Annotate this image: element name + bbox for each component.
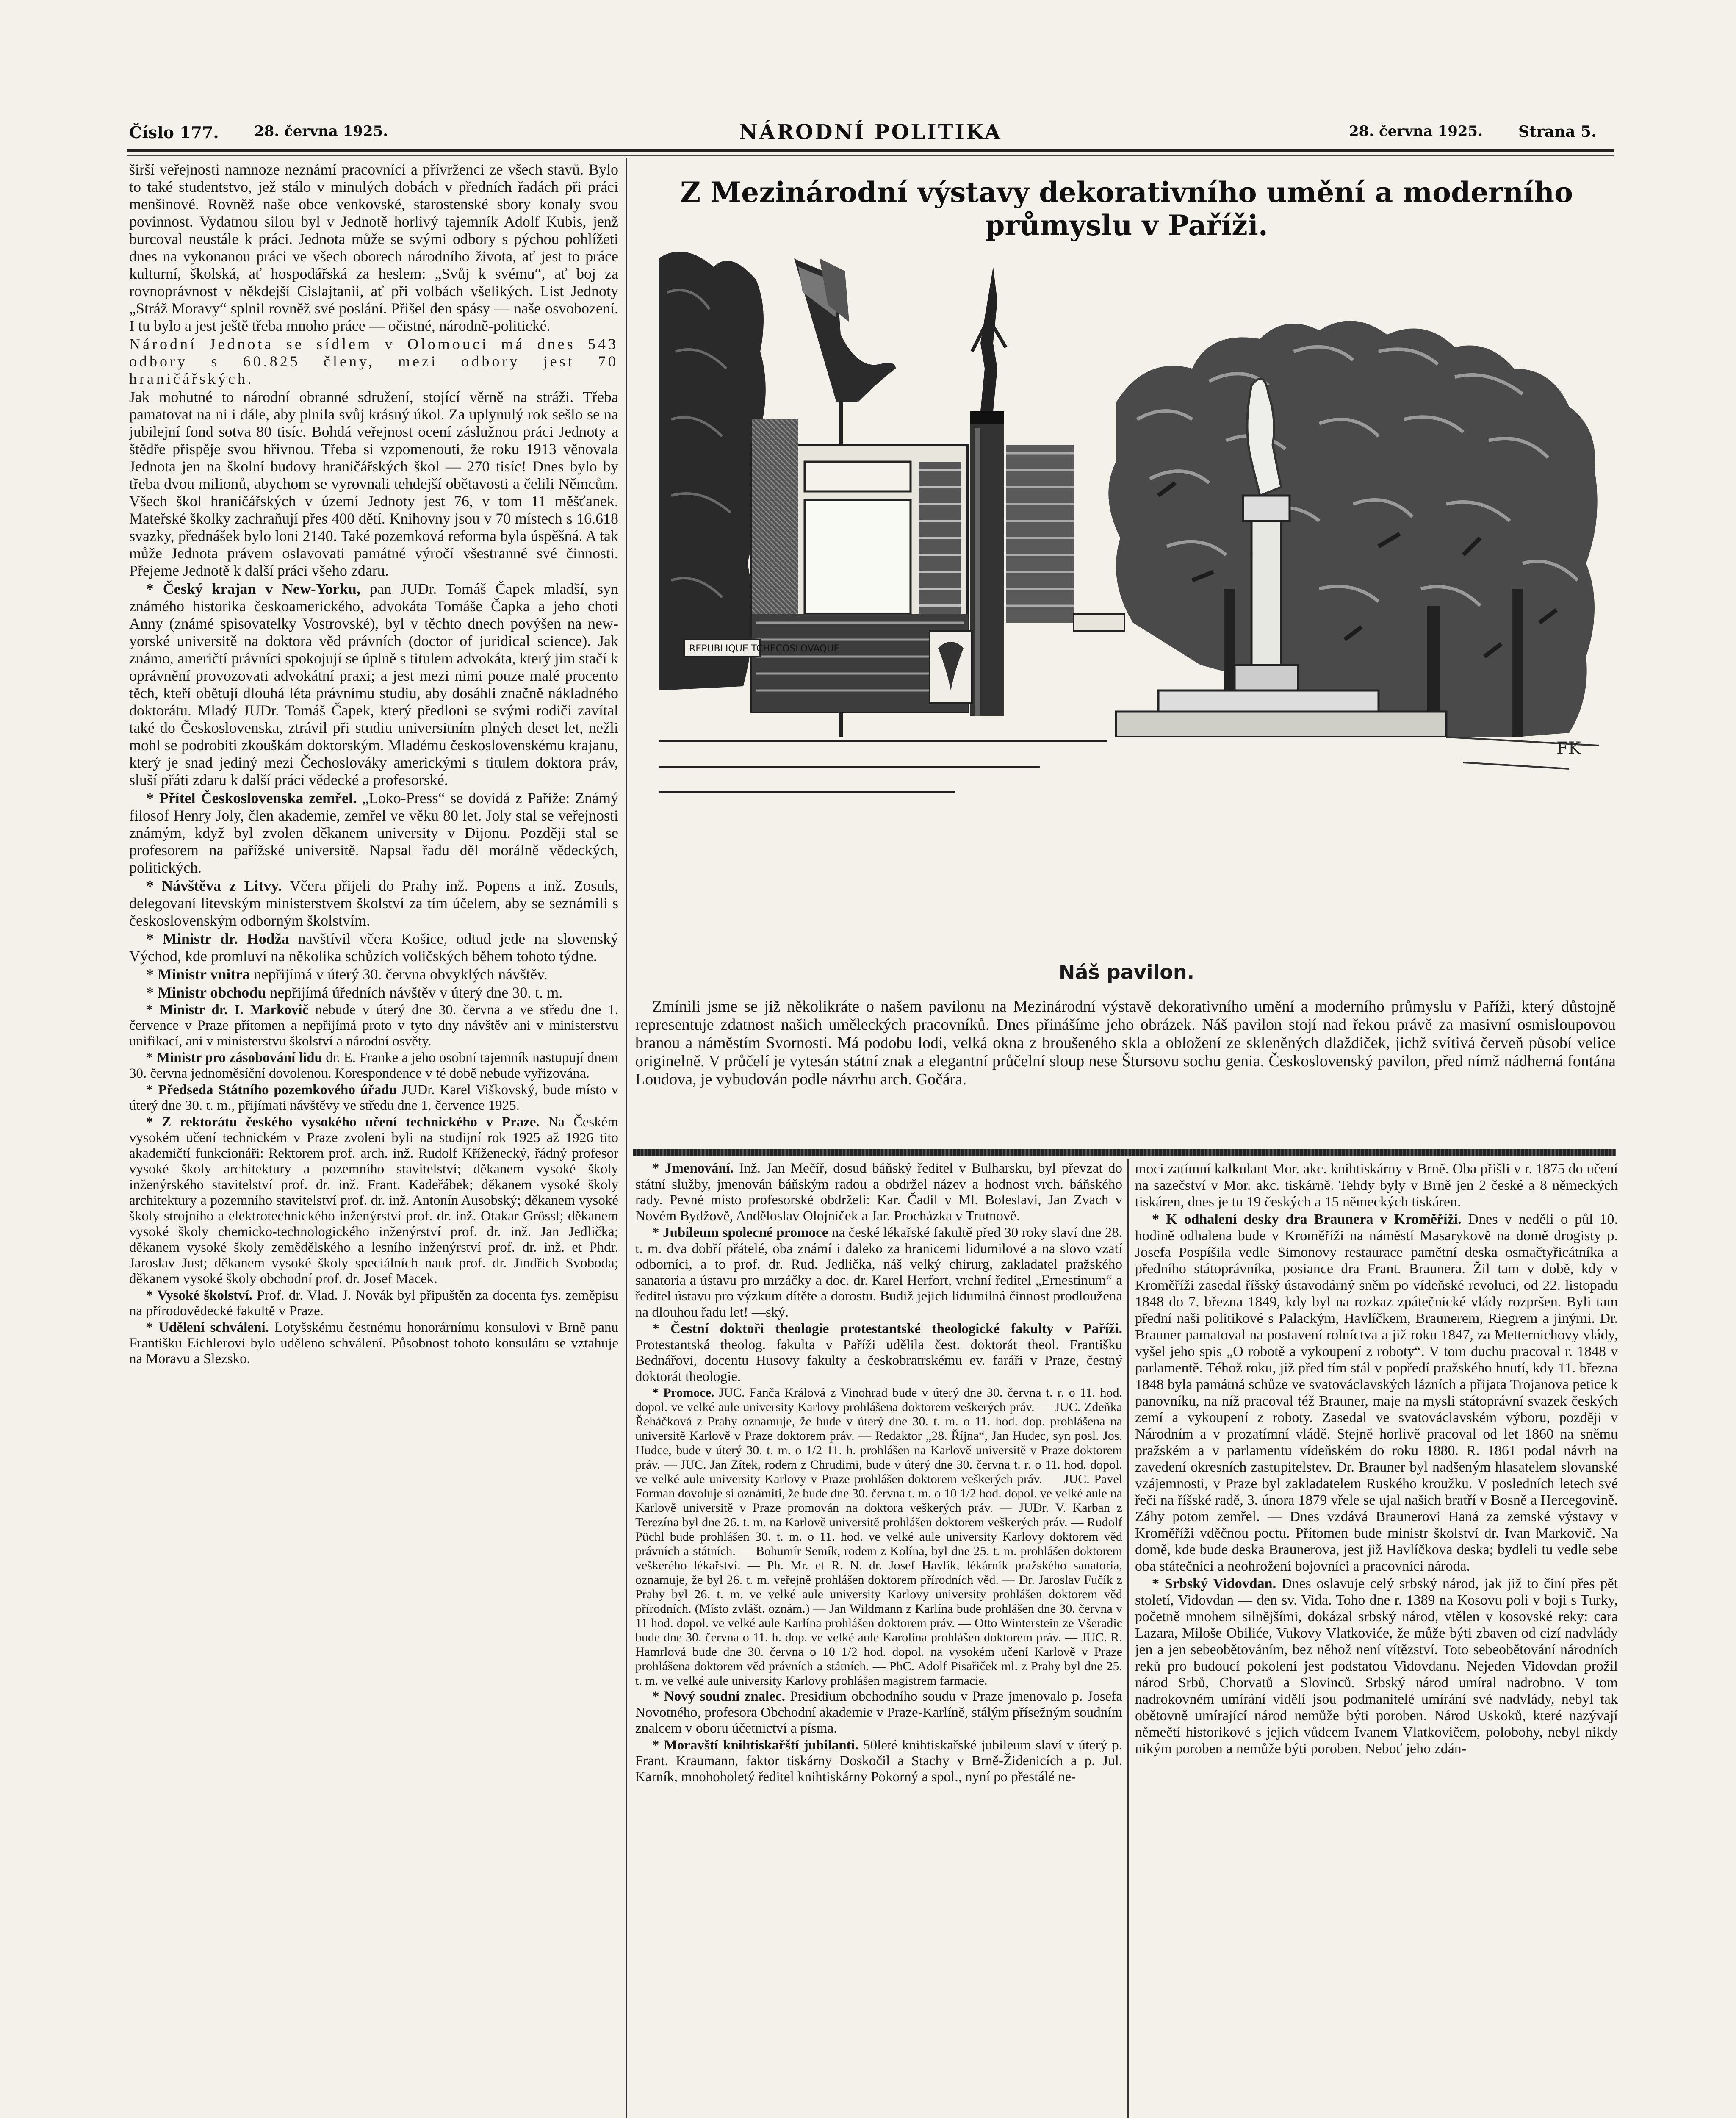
news-headline: * Ministr dr. I. Markovič [146,1002,309,1017]
news-headline: * Nový soudní znalec. [652,1689,785,1704]
news-headline: * Návštěva z Litvy. [146,877,282,894]
news-headline: * Srbský Vidovdan. [1152,1576,1276,1591]
news-item [129,1288,618,1319]
news-body: navštívil včera Košice, odtud jede na slovenský Východ, kde promluví na několika schůzích voličských během tohoto týdne. [129,930,618,965]
news-body: „Loko-Press“ se dovídá z Paříže: Známý filosof Henry Joly, člen akademie, zemřel ve věku 80 let. Joly stal se veřejnosti známým, když byl zvolen děkanem university v Dijonu. Později stal se profesorem na pařížské universitě. Napsal řadu děl morálně vědeckých, politických. [129,790,618,876]
news-continuation: moci zatímní kalkulant Mor. akc. knihtiskárny v Brně. Oba přišli v r. 1875 do učení na sazečství v Mor. akc. tiskárně. Tehdy byly v Brně jen 2 české a 8 německých tiskáren, dnes je tu 19 českých a 15 německých tiskáren. [1135,1161,1618,1210]
feature-body: Zmínili jsme se již několikráte o našem pavilonu na Mezinárodní výstavě dekorativního umění a moderního průmyslu v Paříži, který důstojně representuje zdatnost našich uměleckých pracovníků. Dnes přinášíme jeho obrázek. Náš pavilon stojí nad řekou právě za masivní osmisloupovou branou a náměstím Svornosti. Má podobu lodi, velká okna z broušeného skla a obložení ze skleněných dlaždiček, jichž svítivá červeň působí velice originelně. V průčelí je vytesán státní znak a elegantní průčelní sloup nese Štursovu sochu genia. Československý pavilon, před nímž nádherná fontána Loudova, je vybudován podle návrhu arch. Gočára. [635,998,1616,1088]
news-body: Na Českém vysokém učení technickém v Praze zvoleni byli na studijní rok 1925 až 1926 tito akademičtí funkcionáři: Rektorem prof. arch. inž. Rudolf Kříženecký, řádný profesor vysoké školy architektury a pozemního stavitelství; děkanem vysoké školy inženýrského stavitelství prof. dr. inž. Frant. Kadeřábek; děkanem vysoké školy architektury a pozemního stavitelství prof. dr. inž. Antonín Ausobský; děkanem vysoké školy strojního a elektrotechnického inženýrství prof. dr. inž. Otakar Grössl; děkanem vysoké školy chemicko-technologického inženýrství prof. dr. inž. Jan Jedlička; děkanem vysoké školy zemědělského a lesního inženýrství prof. dr. inž. et Phdr. Jaroslav Just; děkanem vysoké školy speciálních nauk prof. dr. Jindřich Svoboda; děkanem vysoké školy obchodní prof. dr. Josef Macek. [129,1114,618,1286]
news-body: nepřijímá v úterý 30. června obvyklých návštěv. [254,966,548,983]
news-headline: * Přítel Československa zemřel. [146,790,357,807]
news-body: Inž. Jan Mečíř, dosud báňský ředitel v Bulharsku, byl převzat do státní služby, jmenován báňským radou a obdržel název a hodnost vrch. báňského rady. Pevné místo profesorské obdrželi: Kar. Čadil v Ml. Boleslavi, Jan Zvach v Novém Bydžově, Anděloslav Olojníček a Jar. Procházka v Trutnově. [635,1161,1122,1224]
feature-text [635,998,1616,1144]
jednota-article: širší veřejnosti namnoze neznámí pracovníci a přívrženci ze všech stavů. Bylo to také studentstvo, jež stálo v minulých dobách v předních řadách při práci menšinové. Rovněž naše obce venkovské, starostenské sbory konaly svou povinnost. Vydatnou silou byl v Jednotě horlivý tajemník Adolf Kubis, jenž burcoval neustále k práci. Jednota může se svými odbory s pýchou pohlížeti dnes na vykonanou práci ve všech oborech národního života, ať jest to práce kulturní, školská, ať hospodářská za heslem: „Svůj k svému“, ať boj za rovnoprávnost v někdejší Cislajtanii, ať při volbách všelikých. List Jednoty „Stráž Moravy“ splnil rovněž své poslání. Přišel den spásy — naše osvobození. I tu bylo a jest ještě třeba mnoho práce — očistné, národně-politické. [129,161,618,334]
feature-title: Z Mezinárodní výstavy dekorativního umění a moderního průmyslu v Paříži. [680,176,1573,242]
news-body: pan JUDr. Tomáš Čapek mladší, syn známého historika českoamerického, advokáta Tomáše Čapka a jeho choti Anny (známé spisovatelky Vostrovské), byl v těchto dnech povýšen na new-yorské universitě na doktora věd právních (doctor of juridical science). Jak známo, američtí právníci spokojují se úplně s titulem advokáta, který jim stačí k oprávnění provozovati advokátní praxi; a jest mezi nimi pouze malé procento těch, kteří obětují dlouhá léta právnímu studiu, aby dosáhli značně nákladného doktorátu. Mladý JUDr. Tomáš Čapek, který předloni se svými rodiči zavítal také do Československa, ztrávil při studiu universitním plných deset let, nežli mohl se podrobiti zkouškám doktorským. Mladému československému krajanu, který je snad jediný mezi Čechoslováky americkými s titulem doktora práv, sluší přáti zdaru k další práci vědecké a profesorské. [129,580,618,788]
svg-text:FK: FK [1556,739,1581,758]
news-body: Dnes oslavuje celý srbský národ, jak již to činí přes pět století, Vidovdan — den sv. Vida. Toho dne r. 1389 na Kosovu poli v boji s Turky, početně mnohem silnějšími, dokázal srbský národ, vtělen v kosovské reky: cara Lazara, Miloše Obiliće, Vukovy Vlatkoviće, že může býti zbaven od cizí nadvlády jen a jen sebeobětováním, bez něhož není vítězství. Toto sebeobětování národních reků pro budoucí pokolení jest podstatou Vidovdanu. Nejeden Vidovdan prožil národ Srbů, Chorvatů a Slovinců. Srbský národ umíral nadrobno. V tom nadrokovném umírání vidělí jsou podmanitelé umírání své nadvlády, nebyl tak obětovně umírající národ nemůže býti poroben. Národ Uskoků, které nazývají němečtí historikové s jejich vůdcem Ivanem Vlatkovičem, polobohy, nebyl nikdy nikým poroben a nemůže býti poroben. Neboť jeho zdán- [1135,1576,1618,1757]
news-item [129,580,618,789]
news-item [129,1002,618,1049]
news-body: Lotyšskému čestnému honorárnímu konsulovi v Brně panu Františku Eichlerovi bylo uděleno schválení. Působnost tohoto konsulátu se vztahuje na Moravu a Slezsko. [129,1320,618,1367]
masthead: NÁRODNÍ POLITIKA [739,120,1002,144]
column-divider-left [626,158,627,2118]
news-body: Prof. dr. Vlad. J. Novák byl připuštěn za docenta fys. zeměpisu na přírodovědecké fakultě v Praze. [129,1288,618,1319]
news-item [129,1114,618,1287]
news-item [129,966,618,983]
pavilion-illustration [659,241,1603,930]
news-item [129,930,618,965]
news-item [635,1225,1122,1320]
news-item [129,984,618,1001]
news-body: JUDr. Karel Viškovský, bude místo v úterý dne 30. t. m., přijímati návštěvy ve středu dne 1. července 1925. [129,1082,618,1113]
news-body: nebude v úterý dne 30. června a ve středu dne 1. července v Praze přítomen a nepřijímá proto v tyto dny návštěv ani v ministerstvu unifikací, ani v ministerstvu školství a národní osvěty. [129,1002,618,1049]
news-body: dr. E. Franke a jeho osobní tajemník nastupují dnem 30. června jednoměsíční dovolenou. Korespondence v té době nebude vyřizována. [129,1050,618,1081]
pavilion-sign: REPUBLIQUE TCHECOSLOVAQUE [689,643,840,654]
header-rule [127,149,1614,152]
news-body: na české lékařské fakultě před 30 roky slaví dne 28. t. m. dva dobří přátelé, oba známí i daleko za hranicemi lidumilové a na slovo vzatí odborníci, a to prof. dr. Rud. Jedlička, náš velký chirurg, zakladatel pražského sanatoria a ústavu pro mrzáčky a doc. dr. Karel Herfort, vrchní ředitel „Ernestinum“ a ředitel ústavu pro výzkum dítěte a dorostu. Budiž jejich lidumilná činnost prodloužena na dlouhou řadu let! —ský. [635,1225,1122,1320]
news-item [129,1050,618,1081]
section-divider [633,1149,1616,1156]
news-body: nepřijímá úředních návštěv v úterý dne 30. t. m. [270,984,563,1001]
news-headline: * Předseda Státního pozemkového úřadu [146,1082,397,1098]
news-item [635,1386,1122,1688]
news-body: Dnes v neděli o půl 10. hodině odhalena bude v Kroměříži na náměstí Masarykově na domě drogisty p. Josefa Pospíšila vedle Simonovy restaurace pamětní deska osmačtyřicátníka a předního státoprávníka, posiance dra Frant. Braunera. Žil tam v době, kdy v Kroměříži zasedal říšský ústavodárný sněm po vídeňské revoluci, od 22. listopadu 1848 do 7. března 1849, kdy byl na rozkaz zpátečnické vlády rozpršen. Byli tam přední naši politikové s Palackým, Havlíčkem, Braunerem, Riegrem a jinými. Dr. Brauner pamatoval na postavení rolníctva a již roku 1847, za Metternichovy vlády, vyšel jeho spis „O robotě a vykoupení z roboty“. V tom duchu pracoval r. 1848 v parlamentě. Téhož roku, již před tím stál v popředí pražského hnutí, kdy 11. března 1848 byla památná schůze ve svatováclavských lázních a přijata Trojanova petice k panovníku, na níž pracoval též Brauner, maje na mysli státoprávní svazek českých zemí a vykoupení z roboty. Zasedal ve svatováclavském výboru, později v Národním a v prozatímní vládě. Stejně horlivě pracoval od let 1860 na sněmu pražském a v parlamentu vídeňském do roku 1880. R. 1861 podal návrh na zavedení okresních zastupitelstev. Dr. Brauner byl nadšeným hlasatelem slovanské vzájemnosti, v Praze byl zakladatelem Ruského kroužku. V posledních letech své řeči na říšské radě, 3. února 1879 vřele se ujal našich bratří v Bosně a Hercegovině. Záhy potom zemřel. — Dnes vzdává Braunerovi Haná za zemské výstavy v Kroměříži vděčnou poctu. Přítomen bude ministr školství dr. Ivan Markovič. Na domě, kde bude deska Braunerova, jest již Havlíčkova deska; bydleli tu vedle sebe oba státečníci a neohrožení bojovníci a pracovníci národa. [1135,1211,1618,1574]
news-item [129,1082,618,1114]
news-headline: * Ministr obchodu [146,984,266,1001]
news-body: 50leté knihtiskařské jubileum slaví v úterý p. Frant. Kraumann, faktor tiskárny Doskočil a Stachy v Brně-Židenicích a p. Jul. Karník, mnohoholetý ředitel knihtiskárny Pokorný a spol., nyní po přestálé ne- [635,1737,1122,1785]
news-headline: * Jmenování. [652,1161,734,1176]
news-body: Protestantská theolog. fakulta v Paříži udělila čest. doktorát theol. Františku Bednářovi, docentu Husovy fakulty a českobratrskému ev. faráři v Praze, čestný doktorát theologie. [635,1337,1122,1384]
middle-column [635,1161,1122,2118]
jednota-spaced: Národní Jednota se sídlem v Olomouci má dnes 543 odbory s 60.825 členy, mezi odbory jest 70 hraničářských. [129,335,618,387]
news-item [129,877,618,929]
left-column [129,161,618,2118]
issue-number: Číslo 177. [129,123,219,142]
news-headline: * Udělení schválení. [146,1320,269,1335]
news-item [635,1161,1122,1224]
news-body: JUC. Fanča Králová z Vinohrad bude v úterý dne 30. června t. r. o 11. hod. dopol. ve velké aule university Karlovy prohlášena doktorem veškerých práv. — JUC. Zdeňka Řeháčková z Prahy oznamuje, že bude v úterý dne 30. t. m. o 11. hod. dop. prohlášena na universitě Karlově v Praze doktorem práv. — Redaktor „28. Října“, Jan Hudec, syn posl. Jos. Hudce, bude v úterý 30. t. m. o 1/2 11. h. prohlášen na Karlově universitě v Praze doktorem práv. — JUC. Jan Zítek, rodem z Chrudimi, bude v úterý dne 30. června t. r. o 11. hod. dopol. ve velké aule university Karlovy v Praze prohlášen doktorem veškerých práv. — JUC. Pavel Forman dovoluje si oznámiti, že bude dne 30. června t. m. o 10 1/2 hod. dopol. ve velké aule na Karlově universitě v Praze promován na doktora veškerých práv. — JUDr. V. Karban z Terezína byl dne 26. t. m. na Karlově universitě prohlášen doktorem veškerých práv. — Rudolf Püchl bude prohlášen 30. t. m. o 11. hod. ve velké aule university Karlovy doktorem věd právních a státních. — Bohumír Semík, rodem z Kolína, byl dne 25. t. m. prohlášen doktorem veškerého lékařství. — Ph. Mr. et R. N. dr. Josef Havlík, lékárník pražského sanatoria, oznamuje, že byl 26. t. m. veřejně prohlášen doktorem přírodních věd. — Dr. Jaroslav Fučík z Prahy byl 26. t. m. ve velké aule university Karlovy university prohlášen doktorem věd přírodních. (Místo zvlášt. oznám.) — Jan Wildmann z Karlína bude prohlášen dne 30. června v 11 hod. dopol. ve velké aule Karlína prohlášen doktorem práv. — Otto Winterstein ze Všeradic bude dne 30. června o 11. h. dop. ve velké aule Karolina prohlášen doktorem práv. — JUC. R. Hamrlová bude dne 30. června o 10 1/2 hod. dopol. na vysokém učení Karlově v Praze prohlášena doktorem věd právních a státních. — PhC. Adolf Pisařiček ml. z Prahy byl dne 25. t. m. ve velké aule university Karlovy prohlášen magistrem farmacie. [635,1386,1122,1688]
news-item [129,1320,618,1367]
jednota-article-cont: Jak mohutné to národní obranné sdružení, stojící věrně na stráži. Třeba pamatovat na ni i dále, aby plnila svůj krásný úkol. Za uplynulý rok sešlo se na jubilejní fond sotva 80 tisíc. Bohdá veřejnost ocení záslužnou práci Jednoty a štědře přispěje svou hřivnou. Třeba si vzpomenouti, že roku 1913 věnovala Jednota jen na školní budovy hraničářských škol — 270 tisíc! Dnes bylo by třeba dvou milionů, abychom se vyrovnali tehdejší obětavosti a čelili Němcům. Všech škol hraničářských v území Jednoty jest 76, v tom 11 měšťanek. Mateřské školky zachraňují přes 400 dětí. Knihovny jsou v 70 místech s 16.618 svazky, přednášek bylo loni 2140. Také pozemková reforma byla úspěšná. A tak může Jednota právem oslavovati památné výročí všestranné své činnosti. Přejeme Jednotě k další práci všeho zdaru. [129,388,618,579]
news-item [1135,1575,1618,1757]
news-headline: * Český krajan v New-Yorku, [146,580,360,597]
news-item [129,790,618,876]
news-headline: * K odhalení desky dra Braunera v Kroměříži. [1152,1211,1462,1227]
news-body: Presidium obchodního soudu v Praze jmenovalo p. Josefa Novotného, profesora Obchodní akademie v Praze-Karlíně, stálým přísežným soudním znalcem v oboru účetnictví a písma. [635,1689,1122,1736]
news-item [1135,1211,1618,1575]
column-divider-right [1127,1159,1129,2118]
news-headline: * Ministr vnitra [146,966,250,983]
news-headline: * Promoce. [652,1386,714,1400]
news-body: Včera přijeli do Prahy inž. Popens a inž. Zosuls, delegovaní litevským ministerstvem školství za tím účelem, aby se seznámili s československým odborným školstvím. [129,877,618,929]
news-headline: * Jubileum spolecné promoce [652,1225,828,1240]
right-column [1135,1161,1618,2118]
header-rule-thin [127,155,1614,156]
news-item [635,1738,1122,1785]
news-item [635,1689,1122,1737]
page-number: Strana 5. [1518,123,1597,141]
issue-date-right: 28. června 1925. [1349,123,1483,140]
news-headline: * Ministr pro zásobování lidu [146,1050,322,1065]
news-headline: * Čestní doktoři theologie protestantské theologické fakulty v Paříži. [652,1321,1122,1336]
news-item [635,1321,1122,1385]
illustration-caption: Náš pavilon. [1058,961,1195,984]
news-headline: * Z rektorátu českého vysokého učení technického v Praze. [146,1114,540,1130]
news-headline: * Moravští knihtiskařští jubilanti. [652,1737,859,1753]
issue-date-left: 28. června 1925. [254,123,388,140]
news-headline: * Ministr dr. Hodža [146,930,289,947]
news-headline: * Vysoké školství. [146,1288,252,1303]
